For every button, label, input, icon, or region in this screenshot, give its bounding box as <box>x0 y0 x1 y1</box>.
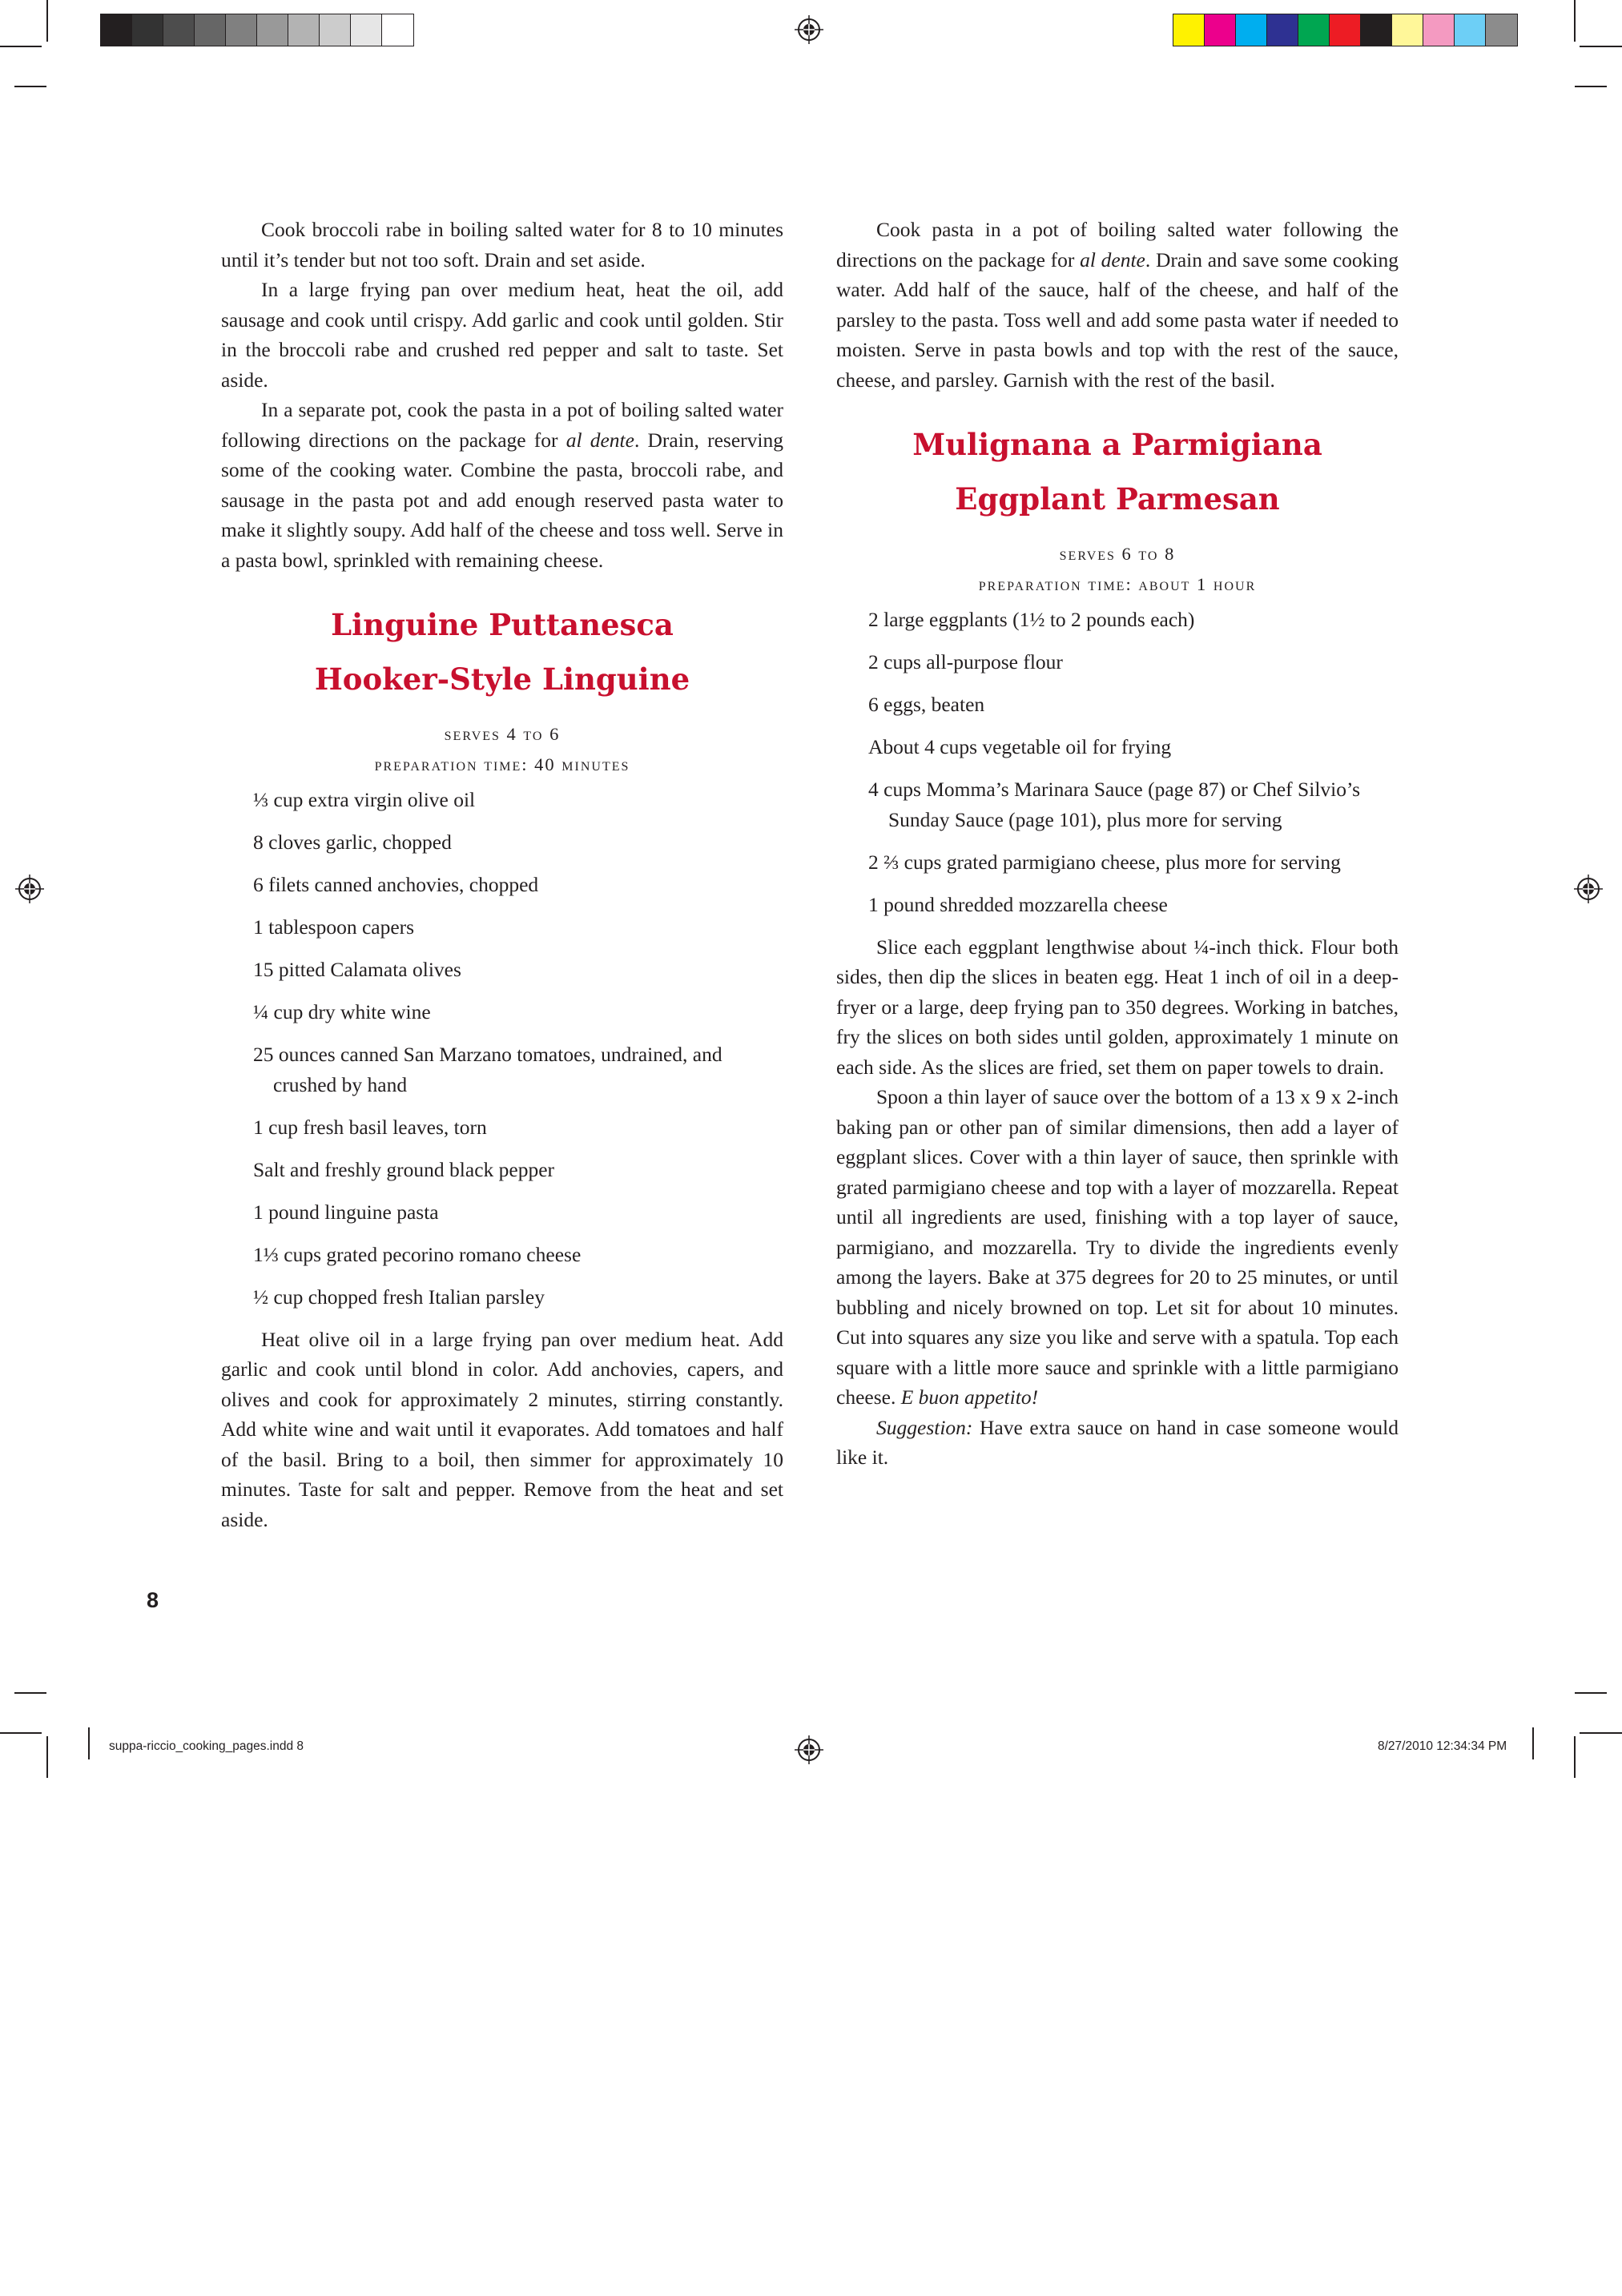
recipe-prep-time: preparation time: 40 minutes <box>374 754 630 774</box>
crop-mark <box>46 0 48 42</box>
method-paragraph: Heat olive oil in a large frying pan over medium heat. Add garlic and cook until blond in color. Add anchovies, capers, and olives and cook for approximately 2 minutes, stirring constantly. Add white wine and wait until it evaporates. Add tomatoes and half of the basil. Bring to a boil, then simmer for approximately 10 minutes. Taste for salt and pepper. Remove from the heat and set aside. <box>221 1327 783 1531</box>
slug-rule <box>88 1727 90 1759</box>
ingredient-item: ¼ cup dry white wine <box>253 1000 431 1023</box>
color-bar <box>1173 14 1518 46</box>
ingredient-item: 1 tablespoon capers <box>253 915 415 939</box>
color-swatch <box>101 14 132 46</box>
ingredient-item: ⅓ cup extra virgin olive oil <box>253 788 476 811</box>
color-swatch <box>226 14 257 46</box>
crop-mark <box>1575 86 1607 87</box>
color-swatch <box>1173 14 1205 46</box>
ingredient-item: 2 cups all-purpose flour <box>868 650 1063 674</box>
left-column <box>221 215 783 1534</box>
recipe-prep-time: preparation time: about 1 hour <box>978 574 1257 594</box>
ingredient-list <box>836 605 1399 919</box>
crop-mark <box>0 46 42 47</box>
color-swatch <box>1236 14 1267 46</box>
recipe-title: Mulignana a Parmigiana <box>912 427 1322 462</box>
ingredient-item: 1 pound linguine pasta <box>253 1200 439 1224</box>
recipe-serves: serves 6 to 8 <box>1059 544 1176 564</box>
ingredient-item: 2 large eggplants (1½ to 2 pounds each) <box>868 608 1195 631</box>
ingredient-item: 2 ⅔ cups grated parmigiano cheese, plus more for serving <box>868 850 1341 874</box>
ingredient-item: About 4 cups vegetable oil for frying <box>868 735 1172 758</box>
gray-color-bar <box>100 14 414 46</box>
color-swatch <box>382 14 413 46</box>
color-swatch <box>1267 14 1298 46</box>
ingredient-list <box>221 785 783 1312</box>
color-swatch <box>1392 14 1423 46</box>
slug-rule <box>1532 1727 1534 1759</box>
color-swatch <box>1486 14 1517 46</box>
crop-mark <box>14 86 46 87</box>
color-swatch <box>1455 14 1486 46</box>
intro-paragraph: Cook pasta in a pot of boiling salted water following the directions on the package for al dente. Drain and save some cooking water. Add half of the sauce, half of the cheese, and half of the parsley to the pasta. Toss well and add some pasta water if needed to moisten. Serve in pasta bowls and top with the rest of the sauce, cheese, and parsley. Garnish with the rest of the basil. <box>836 218 1399 392</box>
color-swatch <box>163 14 195 46</box>
crop-mark <box>14 1692 46 1694</box>
ingredient-item: 1 cup fresh basil leaves, torn <box>253 1115 487 1139</box>
crop-mark <box>46 1736 48 1778</box>
color-swatch <box>195 14 226 46</box>
color-swatch <box>1423 14 1455 46</box>
color-swatch <box>320 14 351 46</box>
ingredient-item: Salt and freshly ground black pepper <box>253 1157 555 1181</box>
ingredient-item: 15 pitted Calamata olives <box>253 958 461 981</box>
crop-mark <box>1580 46 1622 47</box>
intro-paragraph: In a separate pot, cook the pasta in a pot of boiling salted water following directions on the package for al dente. Drain, reserving some of the cooking water. Combine the pasta, broccoli rabe, and sausage in the pasta pot and add enough reserved pasta water to make it slightly soupy. Add half of the cheese and toss well. Serve in a pasta bowl, sprinkled with remaining cheese. <box>221 398 783 572</box>
slug-timestamp: 8/27/2010 12:34:34 PM <box>1378 1739 1507 1753</box>
color-swatch <box>351 14 382 46</box>
recipe-subtitle: Hooker-Style Linguine <box>314 661 690 697</box>
ingredient-item: 6 filets canned anchovies, chopped <box>253 873 539 896</box>
right-column <box>836 215 1399 1473</box>
registration-mark-icon <box>1574 875 1603 903</box>
registration-mark-icon <box>795 15 823 44</box>
crop-mark <box>1575 1692 1607 1694</box>
suggestion-paragraph: Suggestion: Have extra sauce on hand in case someone would like it. <box>836 1415 1399 1469</box>
ingredient-item: 6 eggs, beaten <box>868 693 985 716</box>
intro-paragraph: In a large frying pan over medium heat, heat the oil, add sausage and cook until crispy. Add garlic and cook until golden. Stir in the broccoli rabe and crushed red pepper and salt to taste. Set aside. <box>221 278 783 392</box>
ingredient-item: 8 cloves garlic, chopped <box>253 830 452 854</box>
ingredient-item: 1 pound shredded mozzarella cheese <box>868 892 1168 916</box>
recipe-subtitle: Eggplant Parmesan <box>955 481 1280 517</box>
color-swatch <box>288 14 320 46</box>
intro-paragraph: Cook broccoli rabe in boiling salted water for 8 to 10 minutes until it’s tender but not too soft. Drain and set aside. <box>221 218 783 271</box>
color-swatch <box>1298 14 1330 46</box>
ingredient-item: 4 cups Momma’s Marinara Sauce (page 87) or Chef Silvio’s Sunday Sauce (page 101), plus more for serving <box>868 778 1360 831</box>
crop-mark <box>1580 1732 1622 1734</box>
crop-mark <box>1574 1736 1576 1778</box>
slug-filename: suppa-riccio_cooking_pages.indd 8 <box>109 1739 304 1753</box>
page-number: 8 <box>147 1588 159 1612</box>
registration-mark-icon <box>15 875 44 903</box>
method-paragraph: Slice each eggplant lengthwise about ¼-inch thick. Flour both sides, then dip the slices in beaten egg. Heat 1 inch of oil in a deep-fryer or a large, deep frying pan to 350 degrees. Working in batches, fry the slices on both sides until golden, approximately 1 minute on each side. As the slices are fried, set them on paper towels to drain. <box>836 935 1399 1079</box>
color-swatch <box>1330 14 1361 46</box>
recipe-title: Linguine Puttanesca <box>331 607 674 642</box>
method-paragraph: Spoon a thin layer of sauce over the bottom of a 13 x 9 x 2-inch baking pan or other pan of similar dimensions, then add a layer of eggplant slices. Cover with a thin layer of sauce, then sprinkle with grated parmigiano cheese and top with a layer of mozzarella. Repeat until all ingredients are used, finishing with a top layer of sauce, parmigiano, and mozzarella. Try to divide the ingredients evenly among the layers. Bake at 375 degrees for 20 to 25 minutes, or until bubbling and nicely browned on top. Let sit for about 10 minutes. Cut into squares any size you like and serve with a spatula. Top each square with a little more sauce and sprinkle with a little parmigiano cheese. E buon appetito! <box>836 1085 1399 1409</box>
color-swatch <box>132 14 163 46</box>
crop-mark <box>0 1732 42 1734</box>
ingredient-item: ½ cup chopped fresh Italian parsley <box>253 1285 545 1309</box>
ingredient-item: 1⅓ cups grated pecorino romano cheese <box>253 1242 582 1266</box>
registration-mark-icon <box>795 1735 823 1764</box>
recipe-serves: serves 4 to 6 <box>444 724 561 744</box>
color-swatch <box>1205 14 1236 46</box>
ingredient-item: 25 ounces canned San Marzano tomatoes, undrained, and crushed by hand <box>253 1043 722 1096</box>
color-swatch <box>1361 14 1392 46</box>
crop-mark <box>1574 0 1576 42</box>
color-swatch <box>257 14 288 46</box>
